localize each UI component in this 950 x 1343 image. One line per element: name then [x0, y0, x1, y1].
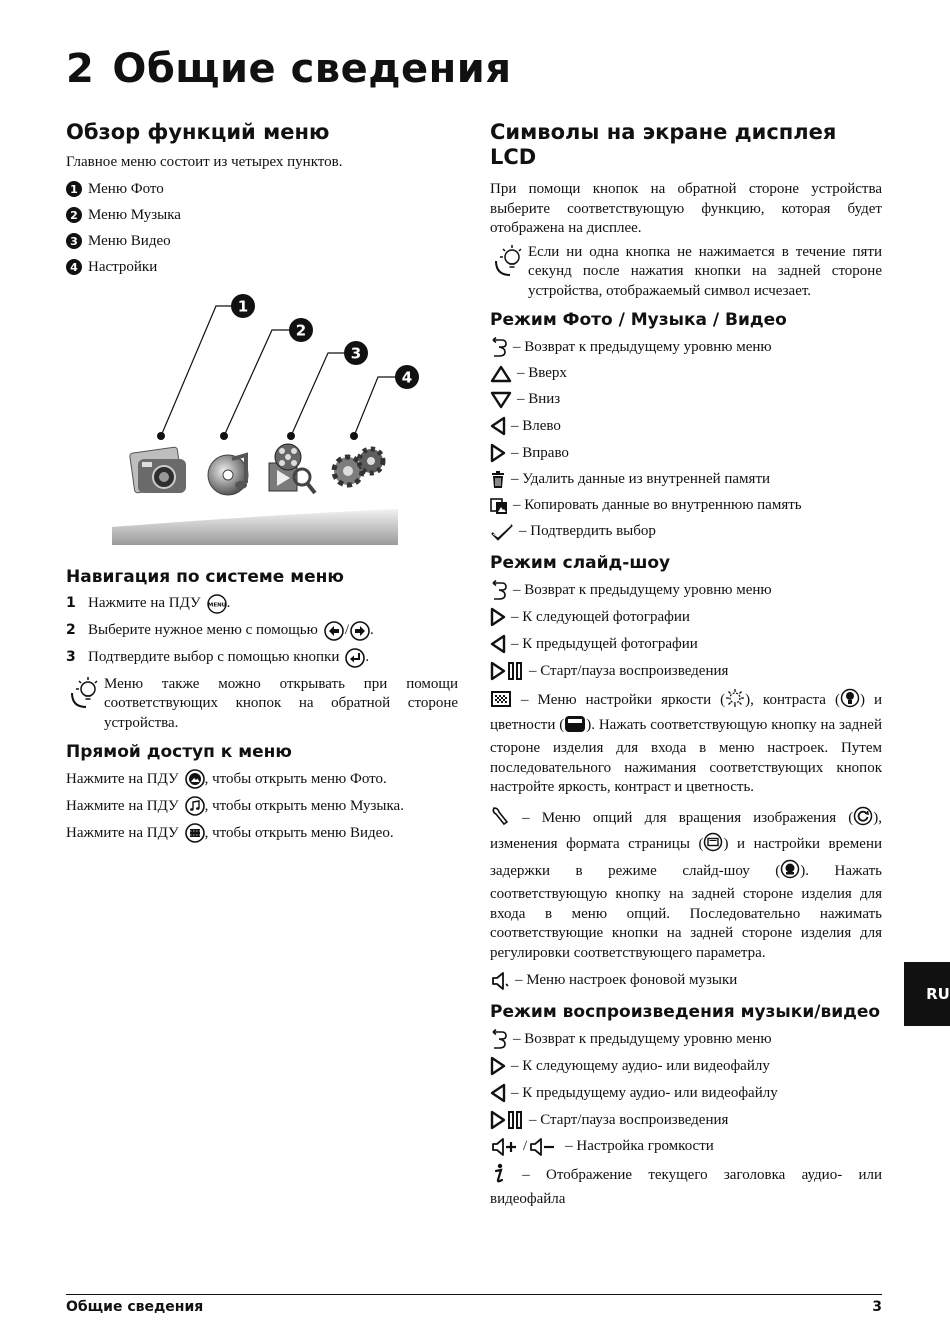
- video-menu-icon: [269, 444, 315, 493]
- photo-key-icon: [185, 769, 205, 789]
- heading-line-2: LCD: [490, 145, 537, 169]
- leader-dot-2: [220, 432, 228, 440]
- pmv-copy: [490, 496, 882, 515]
- para-text: ), контраста (: [745, 692, 840, 708]
- callout-number: 4: [401, 368, 413, 386]
- right-icon: [490, 443, 506, 463]
- note-text: Если ни одна кнопка не нажимается в течение пяти секунд после нажатия кнопки на задней стороне устройства, отображаемый символ исчезает.: [528, 243, 882, 299]
- step-text: Нажмите на ПДУ: [88, 595, 201, 611]
- slideshow-next: [490, 607, 882, 627]
- playback-prev: [490, 1083, 882, 1103]
- direct-access-heading: Прямой доступ к меню: [66, 742, 292, 762]
- line-text: Нажмите на ПДУ: [66, 824, 179, 841]
- item-text: – Настройка громкости: [565, 1138, 714, 1154]
- leader-line-3: [291, 353, 348, 436]
- line-text: Нажмите на ПДУ: [66, 770, 179, 787]
- direct-access-music: [66, 796, 458, 816]
- background-music-settings: [490, 971, 882, 990]
- menu-item-label: Меню Музыка: [88, 206, 181, 223]
- leader-line-2: [224, 330, 292, 436]
- menu-overview-heading: Обзор функций меню: [66, 120, 330, 144]
- down-icon: [490, 391, 512, 409]
- menu-item-music: [66, 206, 458, 225]
- leader-dot-4: [350, 432, 358, 440]
- leader-line-1: [161, 306, 232, 436]
- menu-item-label: Настройки: [88, 258, 158, 275]
- menu-key-label: MENU: [207, 602, 226, 608]
- enter-key-icon: [345, 648, 365, 668]
- contrast-icon: [840, 688, 860, 715]
- callout-number: 2: [295, 321, 307, 339]
- item-text: – Вниз: [517, 391, 561, 407]
- chapter-number: 2: [66, 46, 95, 92]
- item-text: – Возврат к предыдущему уровню меню: [513, 581, 772, 598]
- navigation-note: [66, 675, 458, 734]
- play-pause-icon: [490, 1110, 524, 1130]
- back-icon: [490, 580, 508, 600]
- pmv-left: [490, 416, 882, 436]
- leader-line-4: [354, 377, 398, 436]
- callout-number: 3: [350, 344, 362, 362]
- info-icon: [490, 1163, 506, 1190]
- item-text: – Вправо: [511, 444, 569, 461]
- para-text: ). Нажать соответствующую кнопку на задней стороне изделия для входа в меню опций. Последовательно нажимать соответствующие кнопки на задней стороне изделия для регулировки соответствующего параметра.: [490, 862, 883, 961]
- volume-separator: /: [523, 1138, 528, 1154]
- chapter-title: Общие сведения: [112, 46, 512, 92]
- item-text: – К следующему аудио- или видеофайлу: [511, 1057, 770, 1074]
- playback-heading: Режим воспроизведения музыки/видео: [490, 1002, 881, 1022]
- lightbulb-icon: [66, 673, 104, 711]
- item-text: – Копировать данные во внутреннюю память: [513, 497, 802, 513]
- pmv-right: [490, 443, 882, 463]
- volume-up-icon: [490, 1138, 522, 1156]
- item-text: – К предыдущему аудио- или видеофайлу: [511, 1084, 778, 1101]
- prev-icon: [490, 634, 506, 654]
- video-key-icon: [185, 823, 205, 843]
- number-badge: 2: [66, 207, 82, 223]
- step-end: .: [365, 649, 370, 665]
- callout-number: 1: [237, 297, 249, 315]
- note-text: Меню также можно открывать при помощи соответствующих кнопок на обратной стороне устройства.: [104, 675, 458, 731]
- step-end: .: [370, 622, 374, 638]
- arrow-right-key-icon: [350, 621, 370, 641]
- next-icon: [490, 607, 506, 627]
- footer-divider: [66, 1294, 882, 1295]
- para-text: ) и цветности (: [490, 692, 883, 733]
- menu-overview-intro: Главное меню состоит из четырех пунктов.: [66, 154, 343, 170]
- navigation-heading: Навигация по системе меню: [66, 566, 344, 587]
- pmv-up: [490, 364, 882, 383]
- playback-info: [490, 1163, 882, 1209]
- line-text: , чтобы открыть меню Фото.: [204, 770, 387, 787]
- left-column: [66, 120, 458, 850]
- arrow-left-key-icon: [324, 621, 344, 641]
- playback-play-pause: [490, 1110, 882, 1130]
- footer-section-title: Общие сведения: [66, 1299, 204, 1315]
- item-text: – Удалить данные из внутренней памяти: [511, 471, 771, 487]
- step-number: 1: [66, 595, 76, 611]
- menu-item-photo: [66, 180, 458, 199]
- lcd-note: [490, 243, 882, 302]
- slideshow-delay-icon: [780, 859, 800, 886]
- right-column: [490, 120, 882, 1209]
- step-number: 2: [66, 622, 76, 638]
- music-menu-icon: [208, 455, 248, 495]
- menu-item-video: [66, 232, 458, 251]
- settings-menu-icon: [334, 449, 383, 485]
- callout-4: [395, 365, 419, 389]
- lcd-intro: При помощи кнопок на обратной стороне устройства выберите соответствующую функцию, которая будет отображена на дисплее.: [490, 181, 882, 236]
- check-icon: [490, 523, 514, 541]
- footer-page-number: 3: [872, 1299, 882, 1315]
- para-text: – Меню опций для вращения изображения (: [522, 809, 854, 826]
- leader-dot-1: [157, 432, 165, 440]
- number-badge: 3: [66, 233, 82, 249]
- rotate-icon: [853, 806, 873, 833]
- line-text: , чтобы открыть меню Видео.: [204, 824, 394, 841]
- step-separator: /: [344, 622, 350, 638]
- item-text: – Меню настроек фоновой музыки: [515, 972, 738, 988]
- up-icon: [490, 365, 512, 383]
- lightbulb-icon: [490, 241, 528, 279]
- item-text: – К следующей фотографии: [511, 608, 690, 625]
- slideshow-heading: Режим слайд-шоу: [490, 553, 671, 573]
- callout-2: [289, 318, 313, 342]
- back-icon: [490, 337, 508, 357]
- step-text: Выберите нужное меню с помощью: [88, 622, 318, 638]
- direct-access-photo: [66, 769, 458, 789]
- slideshow-play-pause: [490, 661, 882, 681]
- callout-1: [231, 294, 255, 318]
- photo-menu-icon: [129, 446, 186, 492]
- item-text: – Отображение текущего заголовка аудио- или видеофайла: [490, 1167, 883, 1207]
- menu-key-icon: [207, 594, 227, 614]
- playback-back: [490, 1029, 882, 1049]
- step-number: 3: [66, 649, 76, 665]
- volume-down-icon: [528, 1138, 560, 1156]
- left-icon: [490, 416, 506, 436]
- main-menu-illustration: [66, 287, 458, 552]
- music-key-icon: [185, 796, 205, 816]
- play-pause-icon: [490, 661, 524, 681]
- heading-line-1: Символы на экране дисплея: [490, 120, 837, 144]
- line-text: , чтобы открыть меню Музыка.: [204, 797, 404, 814]
- color-icon: [564, 715, 586, 740]
- item-text: – Подтвердить выбор: [519, 523, 656, 539]
- step-text: Подтвердите выбор с помощью кнопки: [88, 649, 340, 665]
- nav-step-2: [66, 621, 458, 641]
- pmv-confirm: [490, 522, 882, 541]
- pmv-down: [490, 390, 882, 409]
- slideshow-prev: [490, 634, 882, 654]
- number-badge: 4: [66, 259, 82, 275]
- page-format-icon: [703, 832, 723, 859]
- playback-next: [490, 1056, 882, 1076]
- photo-music-video-heading: Режим Фото / Музыка / Видео: [490, 310, 787, 330]
- item-text: – Возврат к предыдущему уровню меню: [513, 338, 772, 355]
- next-icon: [490, 1056, 506, 1076]
- line-text: Нажмите на ПДУ: [66, 797, 179, 814]
- item-text: – К предыдущей фотографии: [511, 635, 698, 652]
- leader-dot-3: [287, 432, 295, 440]
- number-badge: 1: [66, 181, 82, 197]
- main-menu-figure: [66, 287, 458, 552]
- page-title: [66, 46, 512, 92]
- options-paragraph: [490, 806, 882, 964]
- para-text: – Меню настройки яркости (: [521, 692, 726, 708]
- nav-step-3: [66, 648, 458, 668]
- trash-icon: [490, 471, 506, 489]
- item-text: – Возврат к предыдущему уровню меню: [513, 1030, 772, 1047]
- floor-band: [112, 509, 398, 545]
- item-text: – Влево: [511, 417, 561, 434]
- menu-item-settings: [66, 258, 458, 277]
- nav-step-1: [66, 594, 458, 614]
- display-settings-icon: [490, 690, 512, 715]
- callout-3: [344, 341, 368, 365]
- playback-volume: [490, 1137, 882, 1156]
- direct-access-video: [66, 823, 458, 843]
- lcd-symbols-heading: [490, 120, 882, 170]
- pmv-delete: [490, 470, 882, 489]
- para-text: ) и настройки времени задержки в режиме слайд-шоу (: [490, 836, 883, 879]
- brightness-icon: [725, 688, 745, 715]
- back-icon: [490, 1029, 508, 1049]
- menu-item-label: Меню Видео: [88, 232, 171, 249]
- item-text: – Вверх: [517, 365, 567, 381]
- para-text: ). Нажать соответствующую кнопку на задней стороне изделия для входа в меню настроек. Путем последовательного нажимания соответствующих кнопок настройте яркость, контраст и цветность.: [490, 716, 882, 795]
- display-settings-paragraph: [490, 688, 882, 798]
- wrench-icon: [490, 806, 510, 833]
- prev-icon: [490, 1083, 506, 1103]
- step-end: .: [226, 595, 231, 611]
- item-text: – Старт/пауза воспроизведения: [529, 662, 729, 679]
- menu-item-label: Меню Фото: [88, 180, 164, 197]
- copy-icon: [490, 497, 508, 515]
- pmv-back: [490, 337, 882, 357]
- slideshow-back: [490, 580, 882, 600]
- language-tab: RU: [904, 962, 950, 1026]
- para-text: ), изменения формата страницы (: [490, 809, 882, 852]
- speaker-icon: [490, 972, 510, 990]
- item-text: – Старт/пауза воспроизведения: [529, 1111, 729, 1128]
